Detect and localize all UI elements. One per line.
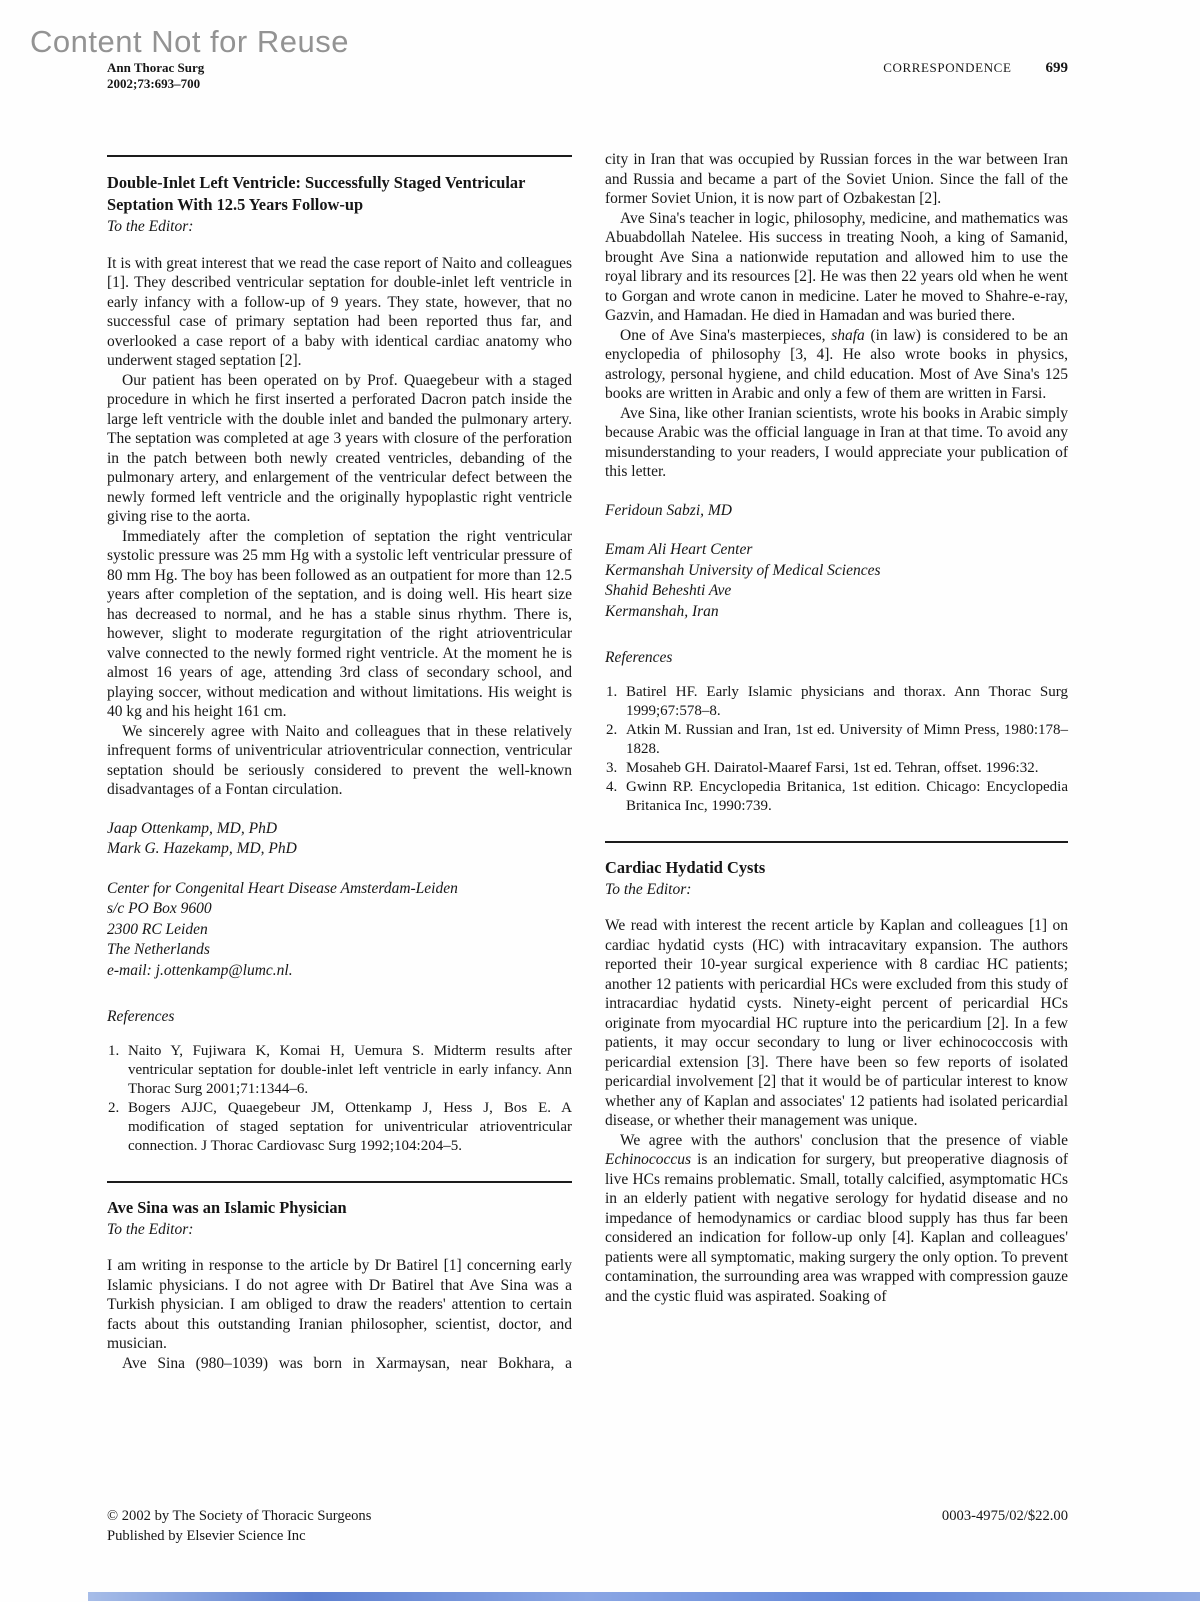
signature-line: Feridoun Sabzi, MD: [605, 501, 733, 519]
references-heading: References: [605, 649, 673, 666]
page-number: 699: [1045, 60, 1068, 76]
paragraph-continuation: city in Iran that was occupied by Russian forces in the war between Iran and Russia and became a part of the Soviet Union. Since the fall of the former Soviet Union, it is now part of Ozbakestan [2].: [605, 151, 1068, 207]
paragraph: We read with interest the recent article by Kaplan and colleagues [1] on cardiac hydatid cysts (HC) with intracavitary expansion. The authors reported their 10-year surgical experience with 8 cardiac HC patients; another 12 patients with pericardial HCs were excluded from this study of intracardiac hydatid cysts. Ninety-eight percent of pericardial HCs originate from myocardial HC rupture into the pericardium [2]. In a few patients, it may occur secondary to lung or liver echinococcosis with pericardial extension [3]. There have been so few reports of isolated pericardial involvement [2] that it would be of particular interest to know whether any of Kaplan and associates' 12 patients had isolated pericardial disease, or whether their management was unique.: [605, 917, 1068, 1129]
paragraph: Ave Sina, like other Iranian scientists, wrote his books in Arabic simply because Arabic was the official language in Iran at that time. To avoid any misunderstanding to your readers, I would appreciate your publication of this letter.: [605, 404, 1068, 480]
salutation: To the Editor:: [605, 880, 692, 898]
two-column-body: [107, 150, 1068, 1373]
letter-title: Cardiac Hydatid Cysts: [605, 857, 766, 877]
paragraph: I am writing in response to the article by Dr Batirel [1] concerning early Islamic physicians. I do not agree with Dr Batirel that Ave Sina was a Turkish physician. I am obliged to draw the readers' attention to certain facts about this outstanding Iranian philosopher, scientist, doctor, and musician.: [107, 1257, 572, 1352]
paragraph-fragment: Ave Sina (980–1039) was born in Xarmaysan, near Bokhara, a: [122, 1354, 572, 1372]
copyright-line: © 2002 by The Society of Thoracic Surgeons: [107, 1508, 372, 1524]
affiliation-line: Emam Ali Heart Center: [605, 541, 753, 558]
section-divider: [107, 155, 572, 157]
references-list: [605, 683, 1068, 816]
affiliation-line: 2300 RC Leiden: [107, 920, 208, 938]
references-list: [107, 1042, 572, 1156]
paragraph: One of Ave Sina's masterpieces, shafa (in law) is considered to be an enyclopedia of philosophy [3, 4]. He also wrote books in physics, astrology, personal hygiene, and child education. Most of Ave Sina's 125 books are written in Arabic and only a few of them are written in Farsi.: [605, 326, 1068, 402]
reference-item: Mosaheb GH. Dairatol-Maaref Farsi, 1st ed. Tehran, offset. 1996:32.: [626, 759, 1039, 776]
price-code: 0003-4975/02/$22.00: [941, 1508, 1068, 1524]
left-column: [107, 150, 572, 1373]
reference-item: Batirel HF. Early Islamic physicians and thorax. Ann Thorac Surg 1999;67:578–8.: [626, 683, 1068, 719]
affiliation-line: s/c PO Box 9600: [107, 900, 212, 917]
reference-item: Gwinn RP. Encyclopedia Britanica, 1st edition. Chicago: Encyclopedia Britanica Inc, 1990:739.: [626, 778, 1068, 814]
signature-line: Mark G. Hazekamp, MD, PhD: [107, 840, 297, 857]
paragraph: We sincerely agree with Naito and colleagues that in these relatively infrequent forms of univentricular atrioventricular connection, ventricular septation should be seriously considered to prevent the well-known disadvantages of a Fontan circulation.: [107, 722, 572, 798]
affiliation-line: Shahid Beheshti Ave: [605, 582, 732, 599]
scan-edge-bar: [88, 1592, 1200, 1601]
journal-header: [107, 60, 204, 91]
salutation: To the Editor:: [107, 1220, 194, 1238]
signature-block: [107, 819, 572, 860]
page-footer: [107, 1506, 1068, 1546]
copyright-block: [107, 1506, 371, 1546]
section-divider: [107, 1181, 572, 1183]
publisher-line: Published by Elsevier Science Inc: [107, 1528, 306, 1544]
reference-item: Bogers AJJC, Quaegebeur JM, Ottenkamp J, Hess J, Bos E. A modification of staged septation for univentricular atrioventricular connection. J Thorac Cardiovasc Surg 1992;104:204–5.: [128, 1099, 572, 1154]
section-label: CORRESPONDENCE: [883, 60, 1012, 75]
affiliation-line: Kermanshah University of Medical Sciences: [605, 561, 881, 579]
affiliation-block: [107, 879, 572, 982]
paragraph: We agree with the authors' conclusion that the presence of viable Echinococcus is an indication for surgery, but preoperative diagnosis of live HCs remains problematic. Small, totally calcified, asymptomatic HCs in an elderly patient with negative serology for hydatid disease and no impedance of hemodynamics or cardiac blood supply has thus far been considered an indication for follow-up only [4]. Kaplan and colleagues' patients were all symptomatic, making surgery the only option. To prevent contamination, the surrounding area was wrapped with compression gauze and the cystic fluid was aspirated. Soaking of: [605, 1131, 1068, 1305]
reference-item: Naito Y, Fujiwara K, Komai H, Uemura S. Midterm results after ventricular septation for double-inlet left ventricle in early infancy. Ann Thorac Surg 2001;71:1344–6.: [128, 1042, 572, 1097]
reference-item: Atkin M. Russian and Iran, 1st ed. University of Mimn Press, 1980:178–1828.: [626, 721, 1068, 757]
paragraph: It is with great interest that we read the case report of Naito and colleagues [1]. They described ventricular septation for double-inlet left ventricle in early infancy with a follow-up of 9 years. They state, however, that no successful case of primary septation had been reported thus far, and overlooked a case report of a baby with identical cardiac anatomy who underwent staged septation [2].: [107, 254, 572, 369]
journal-citation: 2002;73:693–700: [107, 75, 201, 91]
paragraph: Ave Sina's teacher in logic, philosophy, medicine, and mathematics was Abuabdollah Natelee. His success in treating Nooh, a king of Samanid, brought Ave Sina a nationwide reputation and allowed him to use the royal library and its resources [2]. He was then 22 years old when he went to Gorgan and wrote canon in medicine. Later he moved to Shahre-e-ray, Gazvin, and Hamadan. He died in Hamadan and was buried there.: [605, 209, 1068, 324]
email-line: e-mail: j.ottenkamp@lumc.nl.: [107, 961, 293, 979]
running-head: [883, 60, 1068, 77]
affiliation-line: The Netherlands: [107, 941, 210, 958]
signature-line: Jaap Ottenkamp, MD, PhD: [107, 819, 278, 837]
signature-block: [605, 501, 1068, 522]
right-column: [605, 150, 1068, 1373]
paragraph: Immediately after the completion of septation the right ventricular systolic pressure was 25 mm Hg with a systolic left ventricular pressure of 80 mm Hg. The boy has been followed as an outpatient for more than 12.5 years after completion of the septation, and is doing well. His heart size has decreased to normal, and he has a stable sinus rhythm. There is, however, slight to moderate regurgitation of the right atrioventricular valve connected to the newly formed right ventricle. At the moment he is almost 16 years of age, attending 3rd class of secondary school, and playing soccer, without medication and without limitations. His weight is 40 kg and his height 161 cm.: [107, 527, 572, 720]
affiliation-line: Kermanshah, Iran: [605, 602, 719, 620]
journal-name: Ann Thorac Surg: [107, 60, 205, 75]
letter-title: Double-Inlet Left Ventricle: Successfully Staged Ventricular Septation With 12.5 Years Follow-up: [107, 173, 526, 214]
section-divider: [605, 841, 1068, 843]
paragraph: Our patient has been operated on by Prof. Quaegebeur with a staged procedure in which he first inserted a perforated Dacron patch inside the large left ventricle with the double inlet and banded the pulmonary artery. The septation was completed at age 3 years with closure of the perforation in the patch between both newly created ventricles, debanding of the pulmonary artery, and enlargement of the ventricular defect between the newly formed left ventricle and the originally hypoplastic right ventricle giving rise to the aorta.: [107, 371, 572, 525]
references-heading: References: [107, 1008, 175, 1025]
salutation: To the Editor:: [107, 218, 194, 235]
letter-title: Ave Sina was an Islamic Physician: [107, 1197, 347, 1217]
affiliation-line: Center for Congenital Heart Disease Amsterdam-Leiden: [107, 879, 458, 897]
affiliation-block: [605, 540, 1068, 622]
watermark: Content Not for Reuse: [30, 24, 349, 59]
